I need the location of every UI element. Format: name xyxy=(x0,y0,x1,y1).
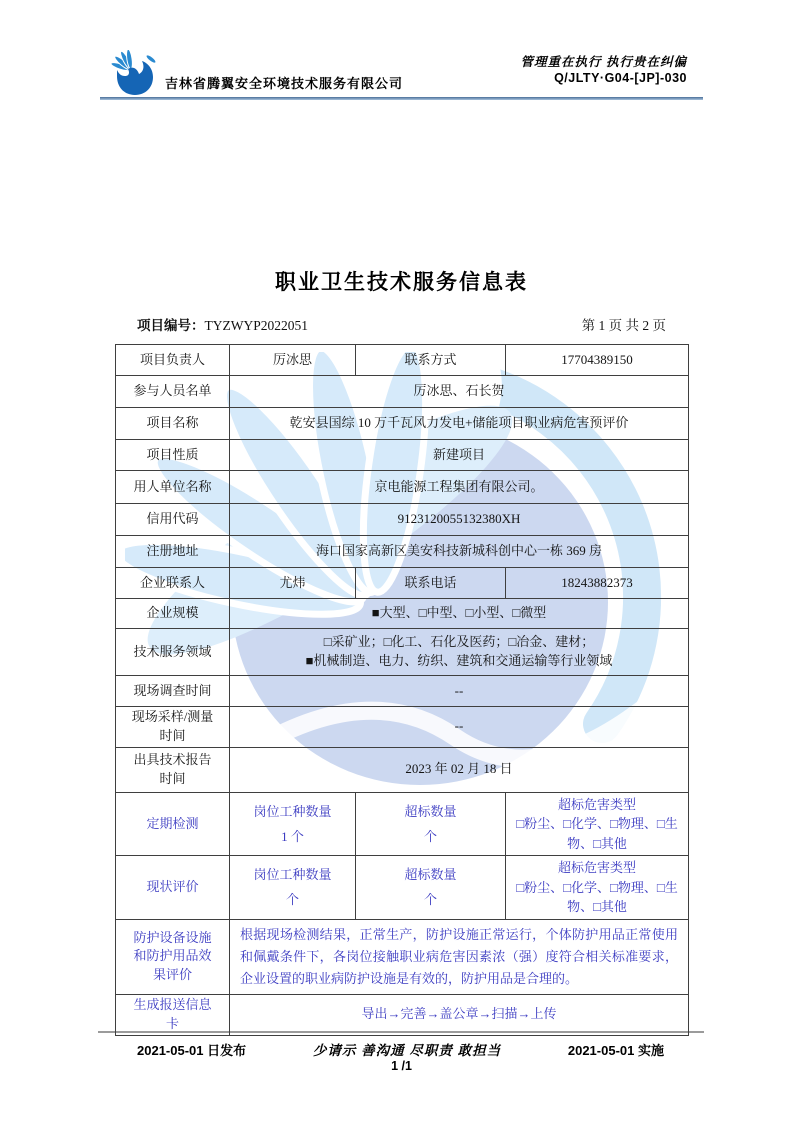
row-service-domain xyxy=(116,629,689,676)
project-number-value: TYZWYP2022051 xyxy=(204,318,308,333)
project-nature-value: 新建项目 xyxy=(230,440,689,471)
periodic-exceed-count xyxy=(356,792,506,856)
page-title: 职业卫生技术服务信息表 xyxy=(275,271,528,294)
row-sampling-time xyxy=(116,707,689,748)
credit-code-label: 信用代码 xyxy=(116,504,230,536)
participants-value: 厉冰思、石长贺 xyxy=(230,376,689,408)
row-participants xyxy=(116,376,689,408)
registered-address-label: 注册地址 xyxy=(116,536,230,568)
hazard-types-caption: 超标危害类型 xyxy=(557,860,636,876)
project-number-label: 项目编号： xyxy=(137,318,205,333)
site-survey-time-label: 现场调查时间 xyxy=(116,676,230,707)
service-domain-value xyxy=(230,629,689,676)
info-table-container xyxy=(115,344,689,1036)
sampling-time-label: 现场采样/测量时间 xyxy=(116,707,230,748)
row-company-contact xyxy=(116,568,689,599)
project-number xyxy=(137,314,308,334)
page-indicator: 第 1 页 共 2 页 xyxy=(581,318,666,333)
report-card-value: 导出→完善→盖公章→扫描→上传 xyxy=(230,994,689,1035)
implemented-date: 2021-05-01 实施 xyxy=(567,1043,664,1058)
exceed-count-caption: 超标数量 xyxy=(404,803,457,819)
post-count-caption: 岗位工种数量 xyxy=(253,803,332,819)
status-exceed-count xyxy=(356,856,506,920)
periodic-post-count xyxy=(230,792,356,856)
project-leader-label: 项目负责人 xyxy=(116,345,230,376)
exceed-count-value: 个 xyxy=(423,828,437,844)
footer-row xyxy=(137,1039,664,1059)
status-evaluation-label: 现状评价 xyxy=(116,856,230,920)
header-slogan: 管理重在执行 执行贵在纠偏 xyxy=(520,55,687,69)
page-number: 1 /1 xyxy=(391,1059,412,1073)
participants-label: 参与人员名单 xyxy=(116,376,230,408)
company-scale-label: 企业规模 xyxy=(116,599,230,629)
exceed-count-caption: 超标数量 xyxy=(404,867,457,883)
project-leader-value: 厉冰思 xyxy=(230,345,356,376)
company-contact-value: 尤炜 xyxy=(230,568,356,599)
row-company-scale xyxy=(116,599,689,629)
row-site-survey-time xyxy=(116,676,689,707)
project-name-value: 乾安县国综 10 万千瓦风力发电+储能项目职业病危害预评价 xyxy=(230,408,689,440)
meta-row xyxy=(137,314,666,334)
status-post-count xyxy=(230,856,356,920)
row-protection-evaluation xyxy=(116,919,689,994)
protection-evaluation-label: 防护设备设施和防护用品效果评价 xyxy=(116,919,230,994)
service-domain-line2: ■机械制造、电力、纺织、建筑和交通运输等行业领域 xyxy=(305,653,613,668)
row-periodic-inspection xyxy=(116,792,689,856)
row-employer-name xyxy=(116,471,689,504)
row-project-nature xyxy=(116,440,689,471)
service-domain-line1: □采矿业；□化工、石化及医药；□冶金、建材； xyxy=(323,634,595,650)
document-code: Q/JLTY·G04-[JP]-030 xyxy=(554,71,687,85)
hazard-types-caption: 超标危害类型 xyxy=(557,796,636,812)
row-registered-address xyxy=(116,536,689,568)
post-count-caption: 岗位工种数量 xyxy=(253,867,332,883)
row-project-name xyxy=(116,408,689,440)
project-nature-label: 项目性质 xyxy=(116,440,230,471)
report-date-label: 出具技术报告时间 xyxy=(116,747,230,792)
info-table xyxy=(115,344,689,1036)
hazard-types-options: □粉尘、□化学、□物理、□生物、□其他 xyxy=(516,879,678,915)
protection-evaluation-value: 根据现场检测结果，正常生产，防护设施正常运行，个体防护用品正常使用和佩戴条件下，各岗位接触职业病危害因素浓（强）度符合相关标准要求，企业设置的职业病防护设施是有效的，防护用品是合理的。 xyxy=(230,919,689,994)
company-logo-icon xyxy=(109,50,161,98)
row-project-leader xyxy=(116,345,689,376)
report-date-value: 2023 年 02 月 18 日 xyxy=(230,747,689,792)
hazard-types-options: □粉尘、□化学、□物理、□生物、□其他 xyxy=(516,816,678,851)
contact-phone-value: 18243882373 xyxy=(506,568,689,599)
employer-name-label: 用人单位名称 xyxy=(116,471,230,504)
exceed-count-value: 个 xyxy=(423,892,437,908)
company-name: 吉林省腾翼安全环境技术服务有限公司 xyxy=(165,76,404,91)
registered-address-value: 海口国家高新区美安科技新城科创中心一栋 369 房 xyxy=(230,536,689,568)
sampling-time-value: -- xyxy=(230,707,689,748)
service-domain-label: 技术服务领域 xyxy=(116,629,230,676)
issued-date: 2021-05-01 日发布 xyxy=(137,1043,247,1058)
periodic-inspection-label: 定期检测 xyxy=(116,792,230,856)
row-report-card xyxy=(116,994,689,1035)
project-name-label: 项目名称 xyxy=(116,408,230,440)
company-contact-label: 企业联系人 xyxy=(116,568,230,599)
employer-name-value: 京电能源工程集团有限公司。 xyxy=(230,471,689,504)
status-hazard-types xyxy=(506,856,689,920)
row-report-date xyxy=(116,747,689,792)
credit-code-value: 9123120055132380XH xyxy=(230,504,689,536)
header-divider xyxy=(100,97,703,100)
site-survey-time-value: -- xyxy=(230,676,689,707)
footer-motto: 少请示 善沟通 尽职责 敢担当 xyxy=(312,1043,502,1058)
row-status-evaluation xyxy=(116,856,689,920)
row-credit-code xyxy=(116,504,689,536)
contact-phone-label: 联系电话 xyxy=(356,568,506,599)
contact-method-value: 17704389150 xyxy=(506,345,689,376)
company-scale-value: ■大型、□中型、□小型、□微型 xyxy=(230,599,689,629)
periodic-hazard-types xyxy=(506,792,689,856)
contact-method-label: 联系方式 xyxy=(356,345,506,376)
post-count-value: 个 xyxy=(285,892,299,908)
report-card-label: 生成报送信息卡 xyxy=(116,994,230,1035)
post-count-value: 1 个 xyxy=(281,828,304,844)
